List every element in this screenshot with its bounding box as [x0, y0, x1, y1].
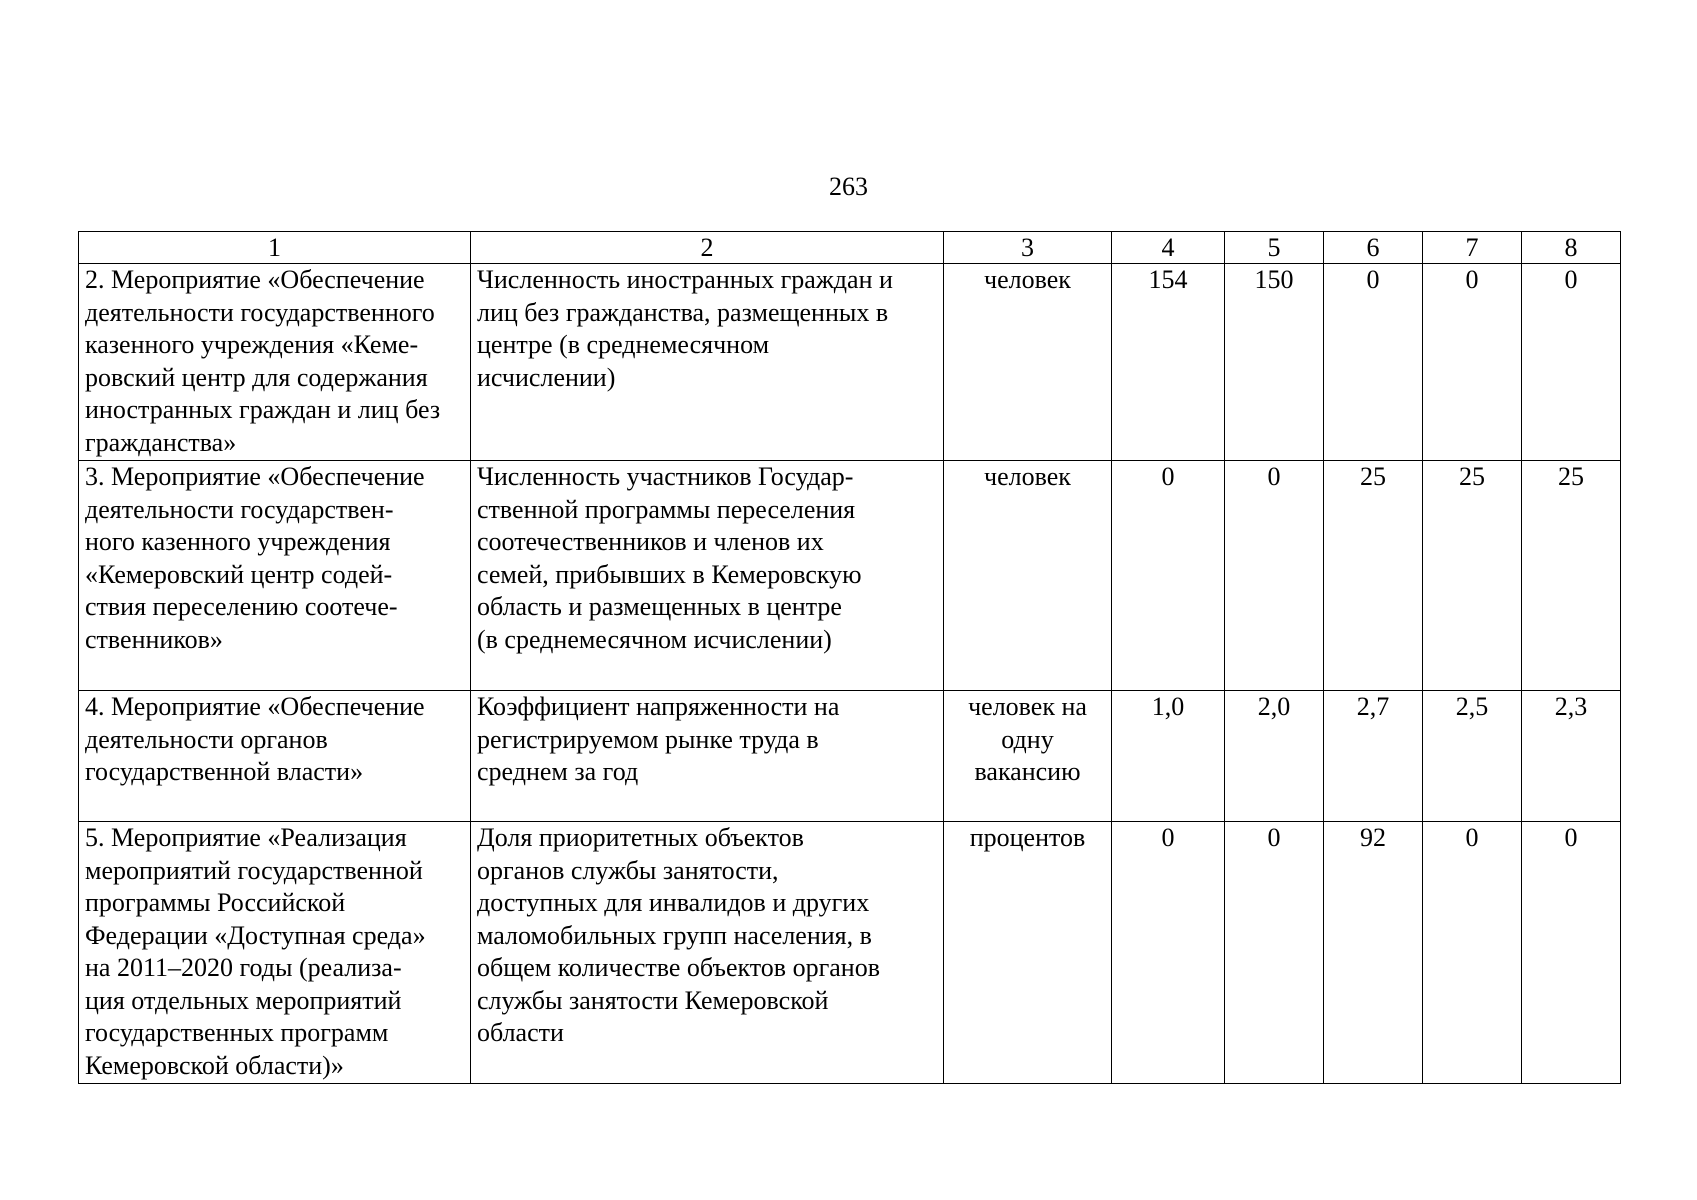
- indicator-cell: Коэффициент напряженности на регистрируемом рынке труда в среднем за год: [471, 691, 944, 822]
- unit-cell: человек на одну вакансию: [944, 691, 1112, 822]
- unit-cell: человек: [944, 461, 1112, 691]
- indicator-cell: Численность участников Государ- ственной программы переселения соотечественников и членов их семей, прибывших в Кемеровскую область и размещенных в центре (в среднемесячном исчислении): [471, 461, 944, 691]
- value-cell-4: 0: [1112, 461, 1225, 691]
- value-cell-6: 0: [1324, 264, 1423, 461]
- column-header-4: 4: [1112, 232, 1225, 264]
- indicator-cell: Доля приоритетных объектов органов службы занятости, доступных для инвалидов и других маломобильных групп населения, в общем количестве объектов органов службы занятости Кемеровской области: [471, 822, 944, 1084]
- indicator-cell: Численность иностранных граждан и лиц без гражданства, размещенных в центре (в среднемесячном исчислении): [471, 264, 944, 461]
- value-cell-4: 154: [1112, 264, 1225, 461]
- value-cell-8: 25: [1522, 461, 1621, 691]
- unit-cell: человек: [944, 264, 1112, 461]
- table-row: [79, 461, 1621, 691]
- column-header-6: 6: [1324, 232, 1423, 264]
- value-cell-5: 0: [1225, 822, 1324, 1084]
- value-cell-8: 0: [1522, 822, 1621, 1084]
- value-cell-6: 2,7: [1324, 691, 1423, 822]
- column-header-5: 5: [1225, 232, 1324, 264]
- event-cell: 5. Мероприятие «Реализация мероприятий государственной программы Российской Федерации «Доступная среда» на 2011–2020 годы (реализа- ция отдельных мероприятий государственных программ Кемеровской области)»: [79, 822, 471, 1084]
- event-cell: 4. Мероприятие «Обеспечение деятельности органов государственной власти»: [79, 691, 471, 822]
- column-header-7: 7: [1423, 232, 1522, 264]
- table-row: [79, 691, 1621, 822]
- indicators-table: [78, 231, 1621, 1084]
- column-header-8: 8: [1522, 232, 1621, 264]
- value-cell-7: 0: [1423, 264, 1522, 461]
- value-cell-7: 25: [1423, 461, 1522, 691]
- value-cell-4: 0: [1112, 822, 1225, 1084]
- value-cell-5: 150: [1225, 264, 1324, 461]
- value-cell-8: 2,3: [1522, 691, 1621, 822]
- column-header-3: 3: [944, 232, 1112, 264]
- column-header-2: 2: [471, 232, 944, 264]
- event-cell: 3. Мероприятие «Обеспечение деятельности государствен- ного казенного учреждения «Кемеровский центр содей- ствия переселению соотече- ственников»: [79, 461, 471, 691]
- value-cell-6: 92: [1324, 822, 1423, 1084]
- value-cell-5: 0: [1225, 461, 1324, 691]
- value-cell-5: 2,0: [1225, 691, 1324, 822]
- unit-cell: процентов: [944, 822, 1112, 1084]
- table-row: [79, 822, 1621, 1084]
- event-cell: 2. Мероприятие «Обеспечение деятельности государственного казенного учреждения «Кеме- ровский центр для содержания иностранных граждан и лиц без гражданства»: [79, 264, 471, 461]
- page-number: 263: [829, 172, 868, 201]
- value-cell-7: 0: [1423, 822, 1522, 1084]
- value-cell-4: 1,0: [1112, 691, 1225, 822]
- table-row: [79, 264, 1621, 461]
- value-cell-8: 0: [1522, 264, 1621, 461]
- value-cell-6: 25: [1324, 461, 1423, 691]
- column-number-row: [79, 232, 1621, 264]
- column-header-1: 1: [79, 232, 471, 264]
- value-cell-7: 2,5: [1423, 691, 1522, 822]
